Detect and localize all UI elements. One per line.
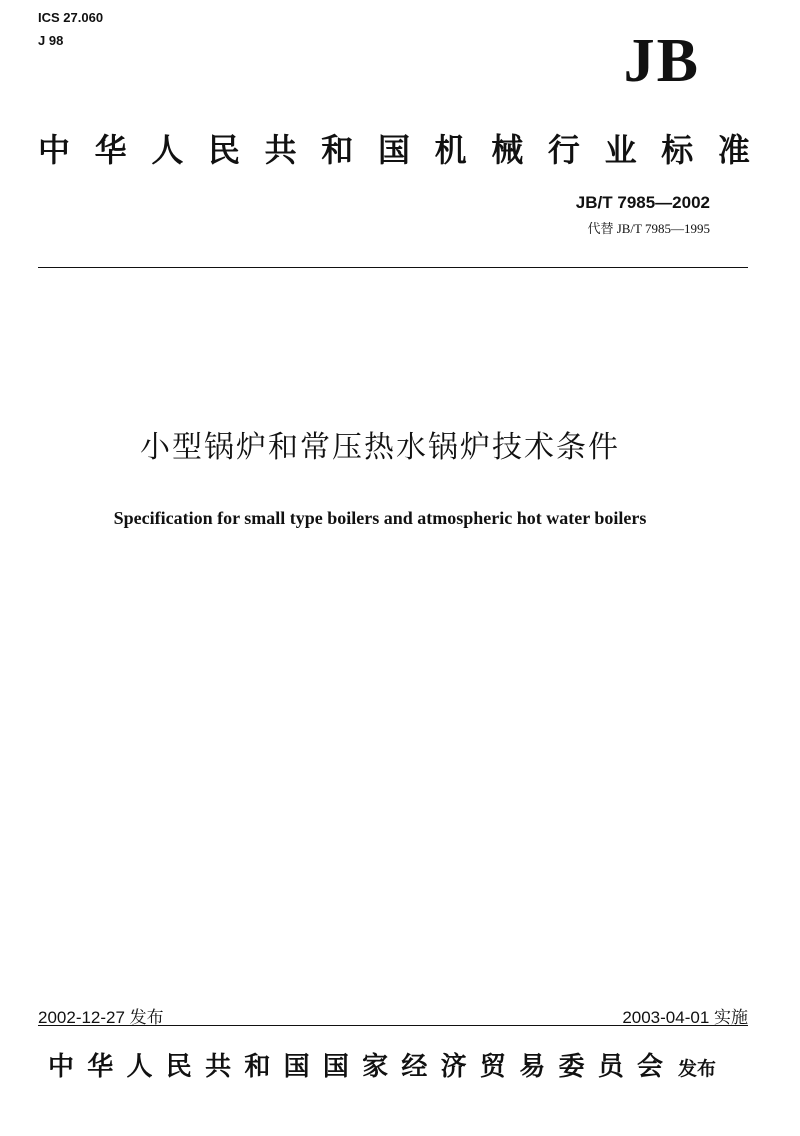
classification-code: J 98 bbox=[38, 33, 64, 48]
replaces-note: 代替 JB/T 7985—1995 bbox=[587, 221, 710, 236]
standard-category-title: 中 华 人 民 共 和 国 机 械 行 业 标 准 bbox=[38, 131, 750, 169]
publish-label: 发布 bbox=[678, 1058, 717, 1080]
standard-number: JB/T 7985—2002 bbox=[575, 193, 710, 212]
document-title-en: Specification for small type boilers and atmospheric hot water boilers bbox=[113, 508, 647, 528]
jb-logo: JB bbox=[623, 27, 700, 95]
ics-code: ICS 27.060 bbox=[38, 10, 104, 25]
bottom-divider bbox=[38, 1025, 748, 1026]
issue-date: 2002-12-27 发布 bbox=[38, 1008, 164, 1027]
publisher-name: 中 华 人 民 共 和 国 国 家 经 济 贸 易 委 员 会 bbox=[48, 1052, 663, 1082]
implementation-date: 2003-04-01 实施 bbox=[622, 1008, 748, 1027]
document-title-zh: 小型锅炉和常压热水锅炉技术条件 bbox=[140, 430, 620, 465]
top-divider bbox=[38, 267, 748, 268]
